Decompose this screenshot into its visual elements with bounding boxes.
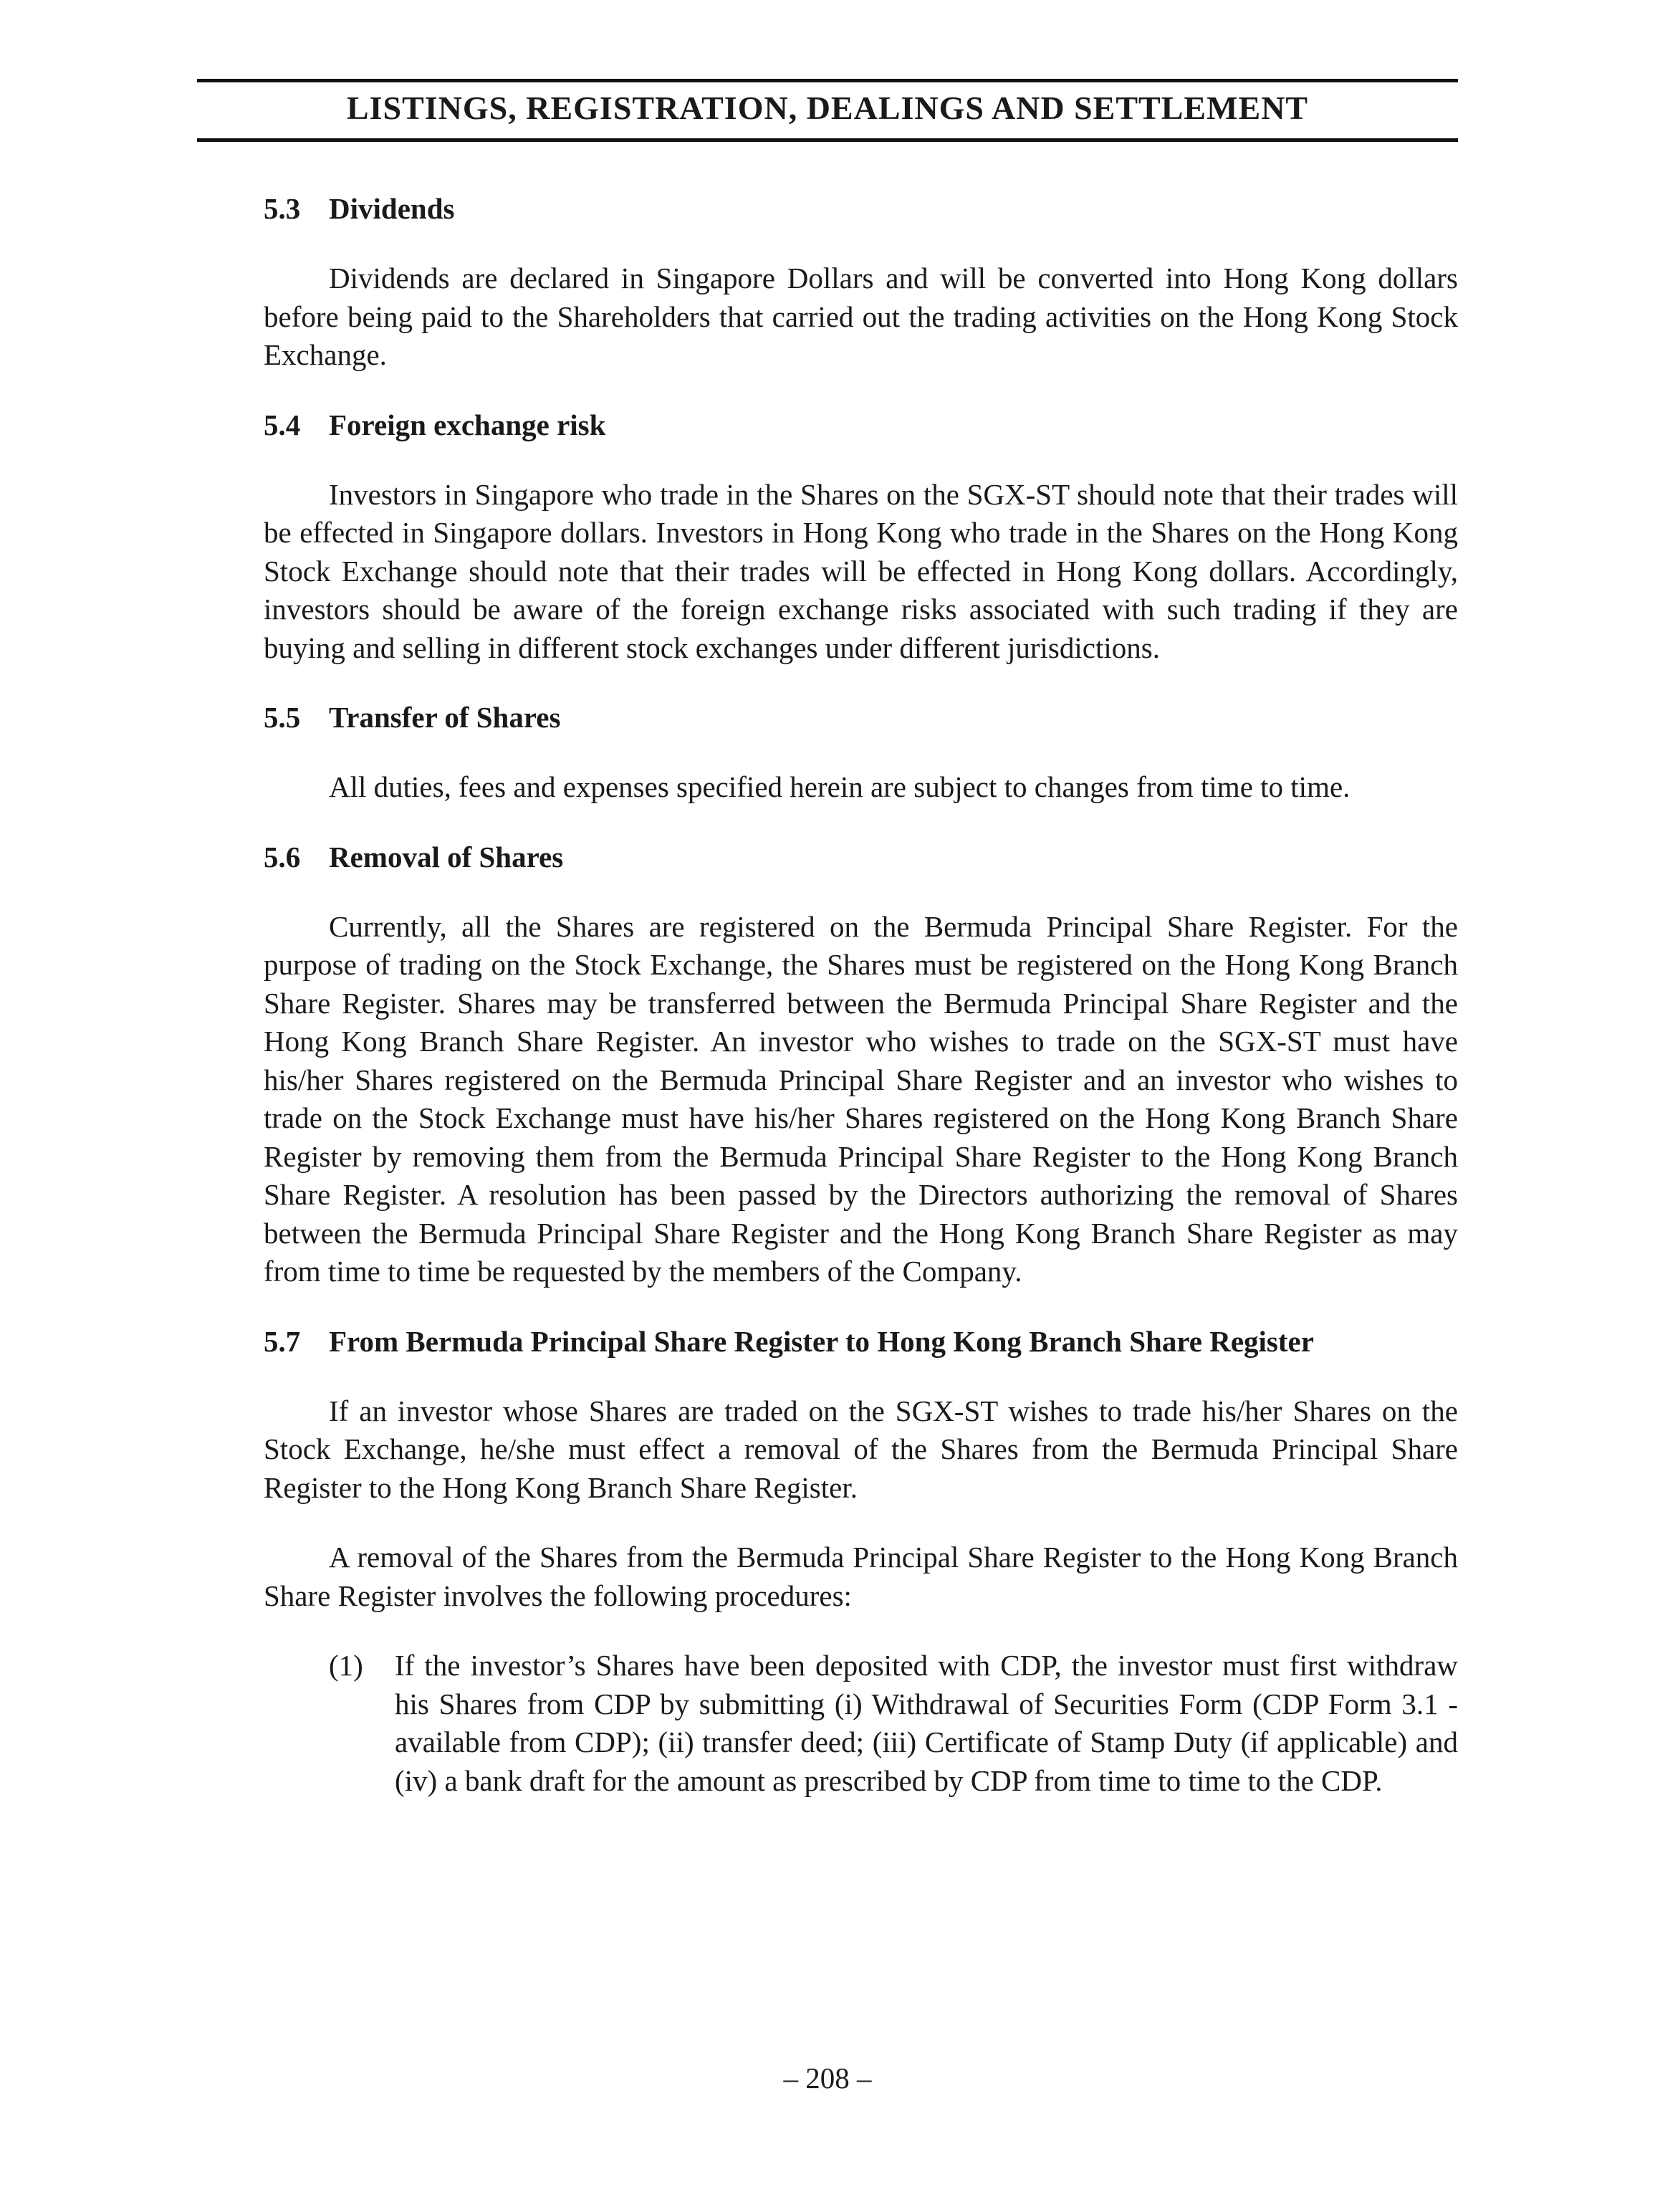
section-paragraph: Investors in Singapore who trade in the Shares on the SGX-ST should note that their trades will be effected in Singapore dollars. Investors in Hong Kong who trade in the Shares on the Hong Kong Stock Exchange should note that their trades will be effected in Hong Kong dollars. Accordingly, investors should be aware of the foreign exchange risks associated with such trading if they are buying and selling in different stock exchanges under different jurisdictions. xyxy=(264,477,1458,664)
section-title: Foreign exchange risk xyxy=(329,408,606,441)
section-number: 5.6 xyxy=(264,840,301,873)
section-heading-5-6 xyxy=(264,838,1458,876)
document-body xyxy=(264,190,1458,1800)
section-heading-5-4 xyxy=(264,406,1458,444)
section-number: 5.7 xyxy=(264,1324,301,1358)
header-top-rule xyxy=(197,79,1458,82)
section-title: Transfer of Shares xyxy=(329,701,561,734)
section-paragraph: If an investor whose Shares are traded on the SGX-ST wishes to trade his/her Shares on the Stock Exchange, he/she must effect a removal of the Shares from the Bermuda Principal Share Register to the Hong Kong Branch Share Register. xyxy=(264,1394,1458,1504)
section-heading-5-5 xyxy=(264,699,1458,737)
section-paragraph: Dividends are declared in Singapore Dollars and will be converted into Hong Kong dollars before being paid to the Shareholders that carried out the trading activities on the Hong Kong Stock Exchange. xyxy=(264,262,1458,371)
section-heading-5-3 xyxy=(264,190,1458,228)
list-item-text: If the investor’s Shares have been deposited with CDP, the investor must first withdraw his Shares from CDP by submitting (i) Withdrawal of Securities Form (CDP Form 3.1 - available from CDP); (ii) transfer deed; (iii) Certificate of Stamp Duty (if applicable) and (iv) a bank draft for the amount as prescribed by CDP from time to time to the CDP. xyxy=(395,1649,1458,1797)
section-number: 5.3 xyxy=(264,192,301,225)
section-number: 5.5 xyxy=(264,701,301,734)
section-paragraph: All duties, fees and expenses specified herein are subject to changes from time to time. xyxy=(329,770,1350,803)
section-title: From Bermuda Principal Share Register to Hong Kong Branch Share Register xyxy=(329,1324,1314,1358)
list-item xyxy=(329,1647,1458,1800)
section-paragraph: Currently, all the Shares are registered on the Bermuda Principal Share Register. For the purpose of trading on the Stock Exchange, the Shares must be registered on the Hong Kong Branch Share Register. Shares may be transferred between the Bermuda Principal Share Register and the Hong Kong Branch Share Register. An investor who wishes to trade on the SGX-ST must have his/her Shares registered on the Bermuda Principal Share Register and an investor who wishes to trade on the Stock Exchange must have his/her Shares registered on the Hong Kong Branch Share Register by removing them from the Bermuda Principal Share Register to the Hong Kong Branch Share Register. A resolution has been passed by the Directors authorizing the removal of Shares between the Bermuda Principal Share Register and the Hong Kong Branch Share Register as may from time to time be requested by the members of the Company. xyxy=(264,909,1458,1288)
section-title: Dividends xyxy=(329,192,455,225)
page-number: – 208 – xyxy=(783,2062,872,2094)
section-paragraph: A removal of the Shares from the Bermuda Principal Share Register to the Hong Kong Branch Share Register involves the following procedures: xyxy=(264,1541,1458,1612)
section-heading-5-7 xyxy=(264,1323,1458,1361)
header-bottom-rule xyxy=(197,138,1458,142)
page-header-title: LISTINGS, REGISTRATION, DEALINGS AND SETTLEMENT xyxy=(346,90,1309,126)
section-number: 5.4 xyxy=(264,408,301,441)
list-marker: (1) xyxy=(329,1649,363,1682)
section-title: Removal of Shares xyxy=(329,840,564,873)
